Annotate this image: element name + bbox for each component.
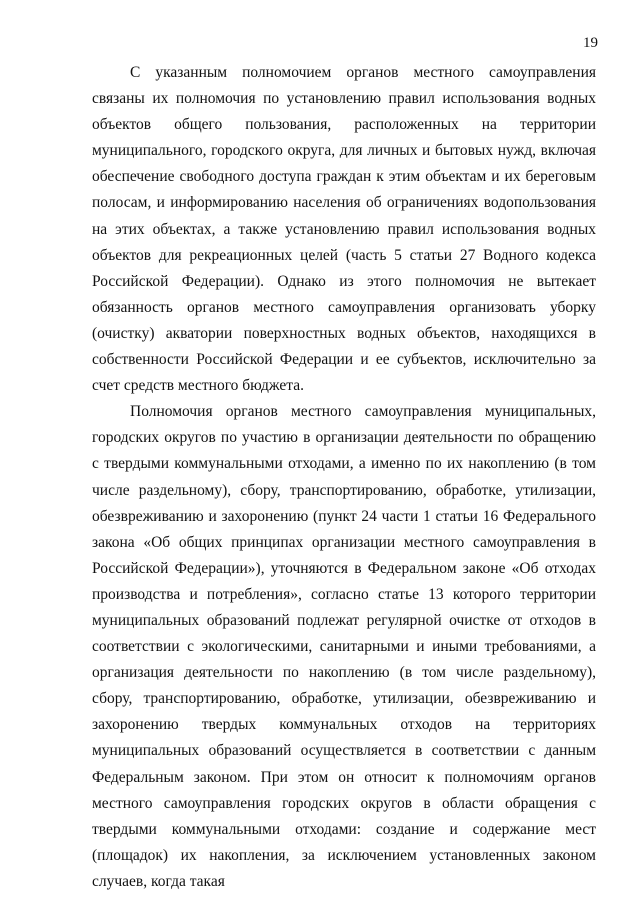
- document-body: [92, 60, 596, 895]
- paragraph-2: Полномочия органов местного самоуправления муниципальных, городских округов по участию в организации деятельности по обращению с твердыми коммунальными отходами, а именно по их накоплению (в том числе раздельному), сбору, транспортированию, обработке, утилизации, обезвреживанию и захоронению (пункт 24 части 1 статьи 16 Федерального закона «Об общих принципах организации местного самоуправления в Российской Федерации»), уточняются в Федеральном законе «Об отходах производства и потребления», согласно статье 13 которого территории муниципальных образований подлежат регулярной очистке от отходов в соответствии с экологическими, санитарными и иными требованиями, а организация деятельности по накоплению (в том числе раздельному), сбору, транспортированию, обработке, утилизации, обезвреживанию и захоронению твердых коммунальных отходов на территориях муниципальных образований осуществляется в соответствии с данным Федеральным законом. При этом он относит к полномочиям органов местного самоуправления городских округов в области обращения с твердыми коммунальными отходами: создание и содержание мест (площадок) их накопления, за исключением установленных законом случаев, когда такая: [92, 403, 596, 890]
- paragraph-1: С указанным полномочием органов местного самоуправления связаны их полномочия по установлению правил использования водных объектов общего пользования, расположенных на территории муниципального, городского округа, для личных и бытовых нужд, включая обеспечение свободного доступа граждан к этим объектам и их береговым полосам, и информированию населения об ограничениях водопользования на этих объектах, а также установлению правил использования водных объектов для рекреационных целей (часть 5 статьи 27 Водного кодекса Российской Федерации). Однако из этого полномочия не вытекает обязанность органов местного самоуправления организовать уборку (очистку) акватории поверхностных водных объектов, находящихся в собственности Российской Федерации и ее субъектов, исключительно за счет средств местного бюджета.: [92, 64, 596, 395]
- page-number: 19: [583, 35, 598, 51]
